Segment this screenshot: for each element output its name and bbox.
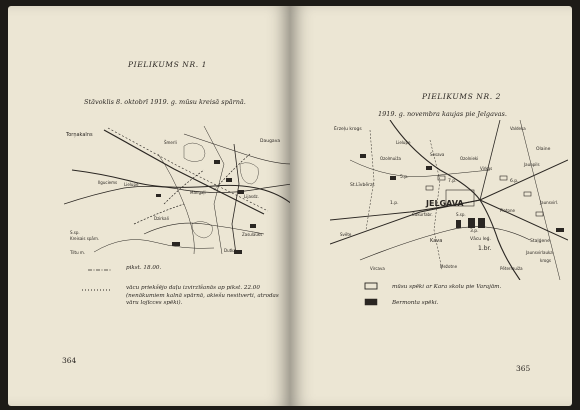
unit-marker <box>214 160 220 164</box>
place-label: Jaunpils <box>524 162 540 167</box>
place-label: Staļģene <box>530 239 550 244</box>
place-label: Mangaļi <box>190 190 206 195</box>
legend-symbol-filled-rect <box>364 298 378 306</box>
place-label: Sesava <box>430 152 445 157</box>
legend-text: Bermonta spēki. <box>392 300 439 306</box>
place-label: Platone <box>500 208 515 213</box>
page-number: 364 <box>62 356 77 365</box>
place-label: Vācu leģ. <box>470 237 491 242</box>
legend-symbol-dotted <box>82 288 112 292</box>
place-label: Vircava <box>370 266 385 271</box>
enemy-unit <box>556 228 564 232</box>
page-number: 365 <box>516 364 531 373</box>
unit-label: 7.p. <box>448 179 457 184</box>
own-unit <box>500 176 507 180</box>
unit-marker <box>172 242 180 246</box>
forest-area <box>184 143 205 162</box>
railway-line <box>480 200 568 240</box>
city-label: JELGAVA <box>426 199 464 208</box>
enemy-unit <box>478 218 485 228</box>
page-subtitle: 1919. g. novembra kaujas pie Jelgavas. <box>378 110 507 118</box>
place-label: Torņakalns <box>66 132 93 138</box>
enemy-unit <box>390 176 396 180</box>
place-label: Jaunsvirlauka <box>526 250 553 255</box>
place-label: Daugava <box>260 139 281 144</box>
unit-marker <box>156 194 161 197</box>
unit-label: 1.p. <box>390 201 399 206</box>
place-label: Cukurfabr. <box>412 212 433 217</box>
front-line <box>366 130 374 230</box>
unit-label: 6.p. <box>510 179 519 184</box>
battle-map-right <box>330 120 568 280</box>
place-label: Olaine <box>536 147 551 152</box>
place-label: Kreisais spārn. <box>70 236 100 241</box>
forest-area <box>240 163 258 184</box>
place-label: Valdeka <box>510 126 526 131</box>
stream <box>158 154 194 254</box>
road <box>350 160 493 177</box>
advance-arrow <box>214 154 250 190</box>
river-south <box>94 240 214 252</box>
place-label: Dzirkali <box>154 216 169 221</box>
unit-label: 5.p. <box>400 175 409 180</box>
place-label: krogs <box>540 258 551 263</box>
place-label: Ērzeļu krogs <box>334 127 362 132</box>
place-label: Lielupe <box>124 182 139 187</box>
legend-symbol-open-rect <box>364 282 378 290</box>
place-label: Ozolnieki <box>460 156 479 161</box>
battle-map-left <box>64 124 290 262</box>
unit-marker <box>226 178 232 182</box>
own-unit <box>536 212 543 216</box>
left-page <box>8 6 290 406</box>
legend-text: pikst. 18.00. <box>126 265 162 271</box>
place-label: Šmerli <box>164 140 177 145</box>
place-label: Lijasdz. <box>244 194 259 199</box>
unit-marker <box>250 224 256 228</box>
legend-text: mūsu spēki ar Kara skolu pie Varajām. <box>392 284 502 290</box>
place-label: Jaunsvirl. <box>540 200 559 205</box>
enemy-unit <box>426 166 432 170</box>
own-unit <box>524 192 531 196</box>
enemy-unit <box>360 154 366 158</box>
enemy-unit <box>456 220 461 228</box>
place-label: Kava <box>430 238 443 244</box>
own-unit <box>426 186 433 190</box>
advance-arrow <box>134 204 184 224</box>
unit-label: 3.p. <box>470 229 479 234</box>
railway-line <box>480 120 500 200</box>
page-heading: PIELIKUMS NR. 1 <box>128 60 208 69</box>
place-label: Ozolmuiža <box>380 156 401 161</box>
page-heading: PIELIKUMS NR. 2 <box>422 92 502 101</box>
enemy-unit <box>468 218 475 228</box>
legend-symbol-dash-dot <box>88 268 112 272</box>
railway-line <box>104 130 264 214</box>
place-label: Virkas <box>480 166 493 171</box>
unit-label: S.sp. <box>456 212 466 217</box>
page-subtitle: Stāvoklis 8. oktobrī 1919. g. mūsu kreisā spārnā. <box>84 98 246 106</box>
place-label: Svēte <box>340 232 352 237</box>
place-label: Mežotne <box>440 264 458 269</box>
place-label: S.sp. <box>70 230 80 235</box>
place-label: Tiltu m. <box>70 250 86 255</box>
place-label: St.Līvbērzs <box>350 183 375 188</box>
place-label: Pētermuiža <box>500 266 523 271</box>
place-label: Lielupe <box>396 140 411 145</box>
own-unit <box>438 176 445 180</box>
place-label: Dutka <box>224 248 236 253</box>
place-label: Zasulauks <box>242 232 263 237</box>
place-label: Ilguciems <box>98 180 118 185</box>
right-page <box>290 6 572 406</box>
unit-label: 1.br. <box>478 245 492 252</box>
legend-text: vācu priekšējo daļu izvirzīšanās ap pikst. 22.00 (nenākumiem kalnā spārnā, akiešu nesitverti, atrodas vāru lojīcces spēki). <box>126 285 279 307</box>
